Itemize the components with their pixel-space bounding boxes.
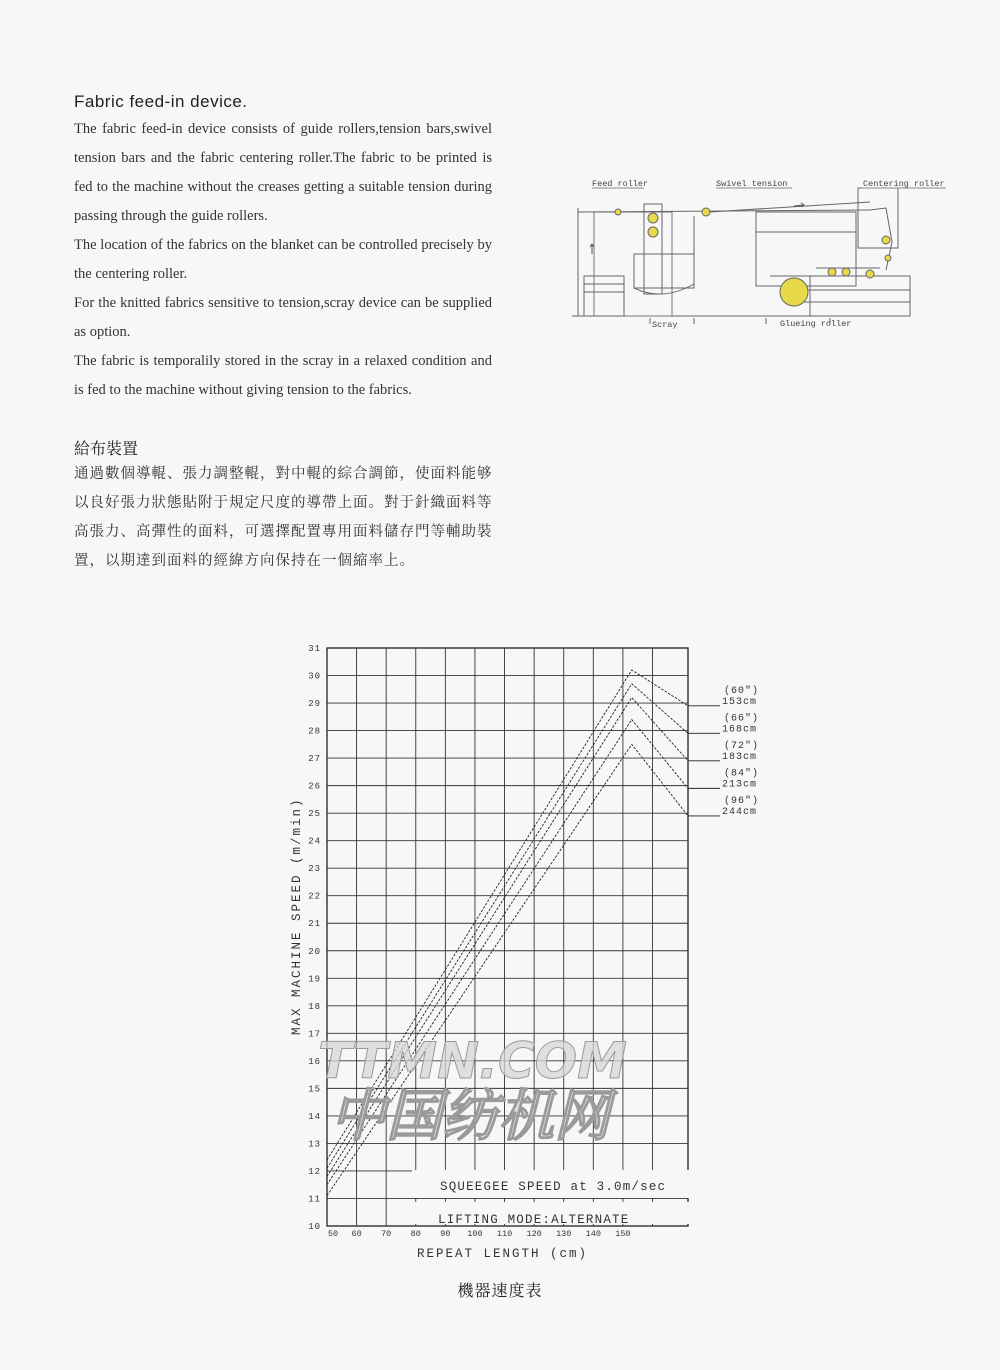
series-line [327, 670, 688, 1160]
centering-roller-frame [858, 188, 898, 248]
x-tick-label: 110 [496, 1229, 513, 1239]
chart-grid [327, 648, 688, 1226]
machine-frame-left [594, 212, 672, 316]
y-tick-label: 16 [308, 1056, 321, 1067]
y-tick-label: 23 [308, 864, 321, 875]
x-tick-label: 60 [351, 1229, 362, 1239]
y-tick-label: 20 [308, 946, 321, 957]
paragraph-4: The fabric is temporalily stored in the scray in a relaxed condition and is fed to the machine without giving tension to the fabrics. [74, 353, 492, 398]
swivel-roller [702, 208, 710, 216]
annotation-squeegee: SQUEEGEE SPEED at 3.0m/sec [440, 1180, 667, 1194]
watermark-line-2: 中国纺机网 [330, 1084, 610, 1149]
scray-box [634, 254, 694, 288]
small-roller-1 [828, 268, 836, 276]
y-tick-label: 11 [308, 1194, 321, 1205]
y-tick-label: 10 [308, 1222, 321, 1232]
body-text-en [74, 115, 492, 405]
legend-label-cm: 168cm [722, 724, 758, 736]
y-tick-label: 12 [308, 1166, 321, 1177]
paragraph-2: The location of the fabrics on the blanket can be controlled precisely by the centering roller. [74, 237, 492, 282]
legend-label-inch: (66") [724, 713, 760, 725]
y-tick-label: 13 [308, 1139, 321, 1150]
chart-legend [688, 685, 759, 818]
y-tick-label: 29 [308, 699, 321, 710]
x-tick-label: 50 [327, 1229, 339, 1239]
x-tick-label: 100 [467, 1229, 483, 1239]
plot-frame [327, 648, 688, 1226]
legend-label-inch: (72") [724, 740, 760, 752]
y-axis-label: MAX MACHINE SPEED (m/min) [290, 797, 304, 1035]
legend-label-inch: (84") [724, 768, 760, 780]
feed-device-diagram [570, 172, 950, 334]
legend-label-cm: 183cm [722, 751, 758, 763]
y-tick-label: 19 [308, 974, 321, 985]
speed-chart [270, 630, 790, 1270]
glueing-roller [780, 278, 808, 306]
label-swivel-tension: Swivel tension [716, 179, 788, 189]
paragraph-1: The fabric feed-in device consists of guide rollers,tension bars,swivel tension bars and the fabric centering roller.The fabric to be printed is fed to the machine without the creases getting a suitable tension during passing through the guide rollers. [74, 121, 492, 224]
small-roller-3 [866, 270, 874, 278]
label-scray: Scray [652, 320, 678, 330]
legend-label-cm: 244cm [722, 806, 758, 818]
legend-label-cm: 213cm [722, 779, 758, 791]
y-tick-label: 30 [308, 671, 321, 682]
scray-fabric-loop [634, 284, 694, 294]
x-axis-label: REPEAT LENGTH (cm) [417, 1247, 589, 1261]
y-tick-label: 25 [308, 809, 321, 820]
y-axis-ticks [308, 644, 321, 1232]
legend-label-cm: 153cm [722, 696, 758, 708]
paragraph-3: For the knitted fabrics sensitive to tension,scray device can be supplied as option. [74, 295, 492, 340]
small-roller-2 [842, 268, 850, 276]
paragraph-zh: 通過數個導輥、張力調整輥，對中輥的綜合調節，使面料能够以良好張力狀態貼附于規定尺度的導帶上面。對于針織面料等高張力、高彈性的面料，可選擇配置專用面料儲存門等輔助裝置，以期達到面料的經緯方向保持在一個縮率上。 [74, 466, 493, 569]
legend-label-inch: (60") [724, 685, 760, 697]
x-tick-label: 120 [526, 1229, 542, 1239]
series-line [327, 744, 688, 1195]
label-glueing-roller: Glueing roller [780, 319, 852, 329]
series-line [327, 684, 688, 1168]
y-tick-label: 31 [308, 644, 321, 654]
annotation-lifting: LIFTING MODE:ALTERNATE [438, 1213, 630, 1227]
y-tick-label: 17 [308, 1029, 321, 1040]
feed-roller-1 [648, 213, 658, 223]
x-tick-label: 90 [440, 1229, 451, 1239]
y-tick-label: 24 [308, 836, 321, 847]
x-tick-label: 80 [410, 1229, 421, 1239]
machine-frame-middle [756, 212, 856, 286]
label-feed-roller: Feed roller [592, 179, 649, 189]
section-title-zh: 給布裝置 [74, 439, 139, 458]
up-arrow-icon [590, 244, 594, 254]
centering-roller [882, 236, 890, 244]
feed-roller-2 [648, 227, 658, 237]
x-axis-ticks [328, 1229, 631, 1239]
y-tick-label: 14 [308, 1111, 321, 1122]
x-tick-label: 150 [615, 1229, 631, 1239]
blanket-section [810, 276, 910, 316]
section-title-en: Fabric feed-in device. [74, 92, 248, 111]
x-tick-label: 130 [556, 1229, 572, 1239]
y-tick-label: 18 [308, 1001, 321, 1012]
chart-series [327, 670, 688, 1196]
y-tick-label: 22 [308, 891, 321, 902]
y-tick-label: 26 [308, 781, 321, 792]
y-tick-label: 15 [308, 1084, 321, 1095]
y-tick-label: 27 [308, 754, 321, 765]
x-tick-label: 140 [585, 1229, 601, 1239]
legend-label-inch: (96") [724, 795, 760, 807]
watermark-line-1: TTMN.COM [318, 1032, 627, 1090]
y-tick-label: 21 [308, 919, 321, 930]
label-centering-roller: Centering roller [863, 179, 945, 189]
x-tick-label: 70 [381, 1229, 392, 1239]
y-tick-label: 28 [308, 726, 321, 737]
body-text-zh [74, 460, 496, 576]
series-line [327, 698, 688, 1177]
chart-caption: 機器速度表 [457, 1281, 543, 1300]
guide-roller-2 [885, 255, 891, 261]
drive-unit [584, 276, 624, 316]
guide-roller-1 [615, 209, 621, 215]
